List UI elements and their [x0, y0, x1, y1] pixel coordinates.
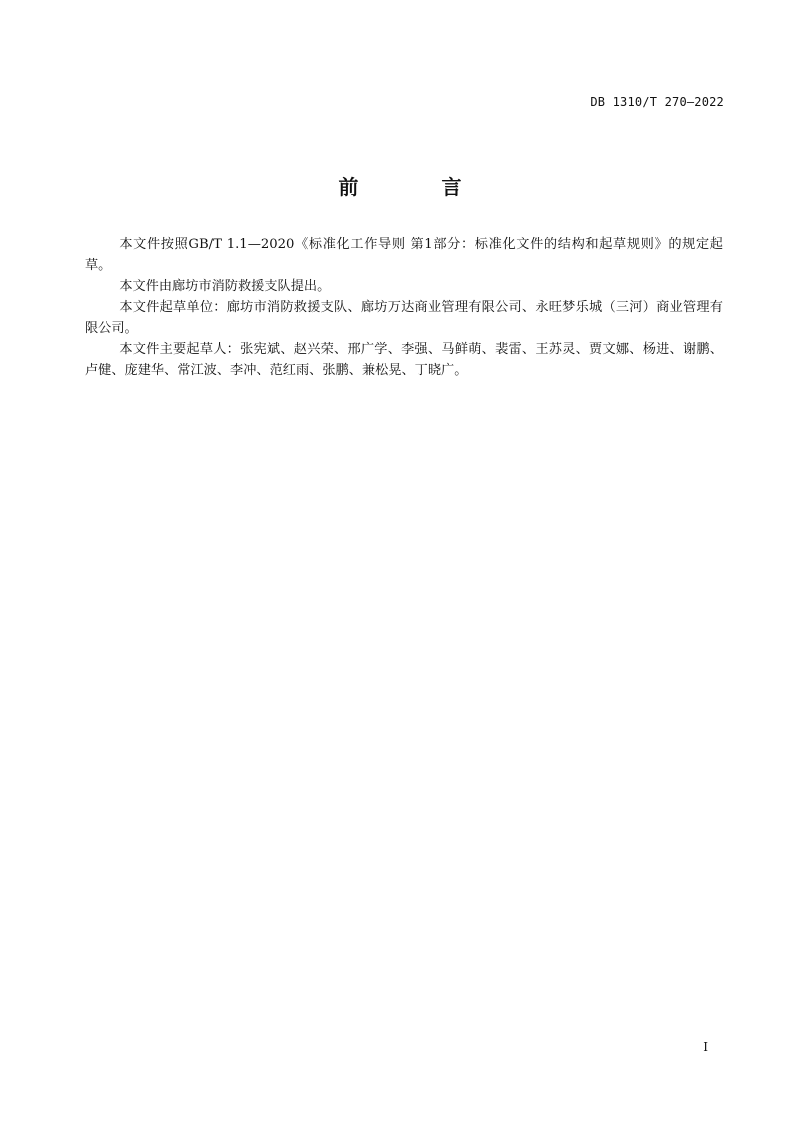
paragraph-drafting-rules: 本文件按照GB/T 1.1—2020《标准化工作导则 第1部分：标准化文件的结构和起草规则》的规定起草。 [85, 237, 723, 273]
paragraph-drafters: 本文件主要起草人：张宪斌、赵兴荣、邢广学、李强、马鲜萌、裴雷、王苏灵、贾文娜、杨进、谢鹏、卢健、庞建华、常江波、李冲、范红雨、张鹏、兼松晃、丁晓广。 [85, 342, 723, 378]
page-number: I [703, 1040, 708, 1054]
page-title: 前 言 [338, 175, 500, 199]
foreword-body [85, 234, 723, 381]
document-code: DB 1310/T 270—2022 [590, 95, 724, 109]
paragraph-proposer: 本文件由廊坊市消防救援支队提出。 [119, 279, 331, 294]
paragraph-drafting-units: 本文件起草单位：廊坊市消防救援支队、廊坊万达商业管理有限公司、永旺梦乐城（三河）商业管理有限公司。 [85, 300, 723, 336]
